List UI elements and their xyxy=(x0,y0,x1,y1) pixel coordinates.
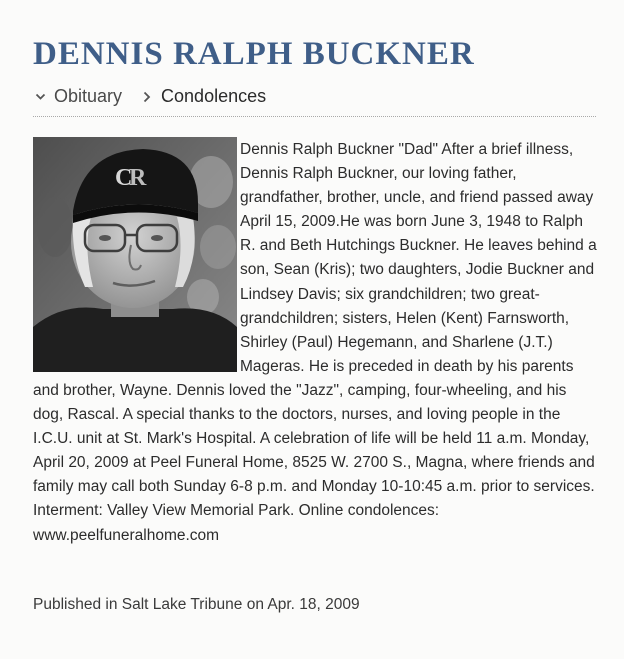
divider xyxy=(33,116,596,117)
nav-obituary-label: Obituary xyxy=(54,86,123,106)
nav-condolences[interactable] xyxy=(140,86,266,107)
obituary-text xyxy=(33,138,599,548)
chevron-right-icon xyxy=(140,90,154,104)
page-title: DENNIS RALPH BUCKNER xyxy=(33,36,475,72)
chevron-down-icon xyxy=(33,90,47,104)
published-note: Published in Salt Lake Tribune on Apr. 18, 2009 xyxy=(33,596,360,613)
nav-condolences-label: Condolences xyxy=(161,86,267,106)
nav-obituary[interactable] xyxy=(33,86,122,107)
svg-text:R: R xyxy=(129,165,147,191)
svg-text:C: C xyxy=(115,165,133,191)
obituary-body: Dennis Ralph Buckner "Dad" After a brief illness, Dennis Ralph Buckner, our loving father, grandfather, brother, uncle, and friend passed away April 15, 2009.He was born June 3, 1948 to Ralph R. and Beth Hutchings Buckner. He leaves behind a son, Sean (Kris); two daughters, Jodie Buckner and Lindsey Davis; six grandchildren; two great-grandchildren; sisters, Helen (Kent) Farnsworth, Shirley (Paul) Hegemann, and Sharlene (J.T.) Mageras. He is preceded in death by his parents and brother, Wayne. Dennis loved the "Jazz", camping, four-wheeling, and his dog, Rascal. A special thanks to the doctors, nurses, and loving people in the I.C.U. unit at St. Mark's Hospital. A celebration of life will be held 11 a.m. Monday, April 20, 2009 at Peel Funeral Home, 8525 W. 2700 S., Magna, where friends and family may call both Sunday 6-8 p.m. and Monday 10-10:45 a.m. prior to services. Interment: Valley View Memorial Park. Online condolences: www.peelfuneralhome.com xyxy=(33,141,597,544)
section-nav xyxy=(33,86,266,107)
